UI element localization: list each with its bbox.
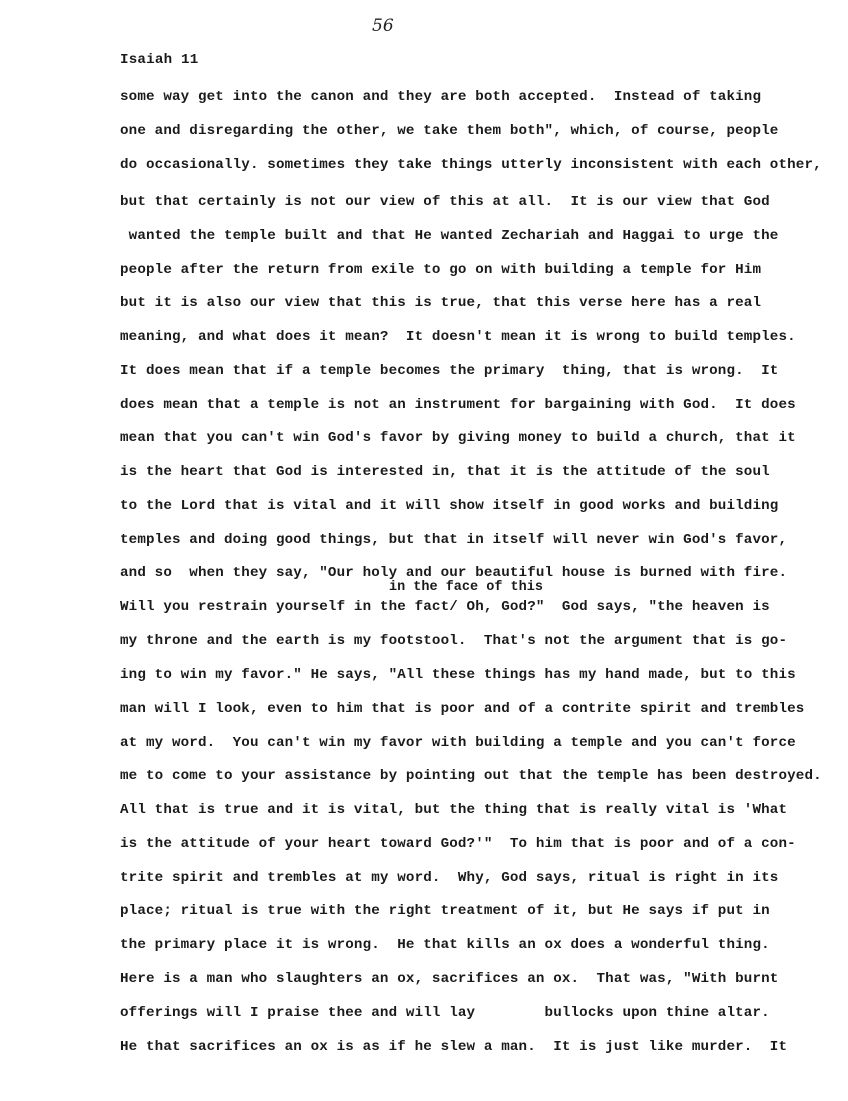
section-header: Isaiah 11 xyxy=(120,52,199,68)
text-line: trite spirit and trembles at my word. Why, God says, ritual is right in its xyxy=(120,870,779,886)
text-line: does mean that a temple is not an instrument for bargaining with God. It does xyxy=(120,397,796,413)
text-line: Here is a man who slaughters an ox, sacrifices an ox. That was, "With burnt xyxy=(120,971,779,987)
text-line: is the attitude of your heart toward God?'" To him that is poor and of a con- xyxy=(120,836,796,852)
text-line: man will I look, even to him that is poor and of a contrite spirit and trembles xyxy=(120,701,805,717)
text-line: my throne and the earth is my footstool. That's not the argument that is go- xyxy=(120,633,788,649)
text-line: but that certainly is not our view of this at all. It is our view that God xyxy=(120,194,770,210)
text-line: He that sacrifices an ox is as if he slew a man. It is just like murder. It xyxy=(120,1039,788,1055)
text-line: me to come to your assistance by pointing out that the temple has been destroyed. xyxy=(120,768,822,784)
text-line: some way get into the canon and they are both accepted. Instead of taking xyxy=(120,89,762,105)
text-line: to the Lord that is vital and it will show itself in good works and building xyxy=(120,498,779,514)
text-line: All that is true and it is vital, but the thing that is really vital is 'What xyxy=(120,802,788,818)
text-line: the primary place it is wrong. He that kills an ox does a wonderful thing. xyxy=(120,937,770,953)
text-line: Will you restrain yourself in the fact/ Oh, God?" God says, "the heaven is xyxy=(120,599,770,615)
text-line: place; ritual is true with the right treatment of it, but He says if put in xyxy=(120,903,770,919)
text-line: wanted the temple built and that He wanted Zechariah and Haggai to urge the xyxy=(120,228,779,244)
text-line: temples and doing good things, but that in itself will never win God's favor, xyxy=(120,532,788,548)
text-line: is the heart that God is interested in, that it is the attitude of the soul xyxy=(120,464,770,480)
text-line: meaning, and what does it mean? It doesn't mean it is wrong to build temples. xyxy=(120,329,796,345)
text-line: but it is also our view that this is true, that this verse here has a real xyxy=(120,295,762,311)
text-line: people after the return from exile to go on with building a temple for Him xyxy=(120,262,762,278)
handwritten-insert: in the face of this xyxy=(389,580,543,595)
text-line: offerings will I praise thee and will lay bullocks upon thine altar. xyxy=(120,1005,770,1021)
text-line: mean that you can't win God's favor by giving money to build a church, that it xyxy=(120,430,796,446)
text-line: at my word. You can't win my favor with building a temple and you can't force xyxy=(120,735,796,751)
text-line: ing to win my favor." He says, "All these things has my hand made, but to this xyxy=(120,667,796,683)
text-line: one and disregarding the other, we take them both", which, of course, people xyxy=(120,123,779,139)
text-line: do occasionally. sometimes they take things utterly inconsistent with each other, xyxy=(120,157,822,173)
text-line: and so when they say, "Our holy and our beautiful house is burned with fire. xyxy=(120,565,788,581)
page-number: 56 xyxy=(372,16,394,36)
text-line: It does mean that if a temple becomes the primary thing, that is wrong. It xyxy=(120,363,779,379)
